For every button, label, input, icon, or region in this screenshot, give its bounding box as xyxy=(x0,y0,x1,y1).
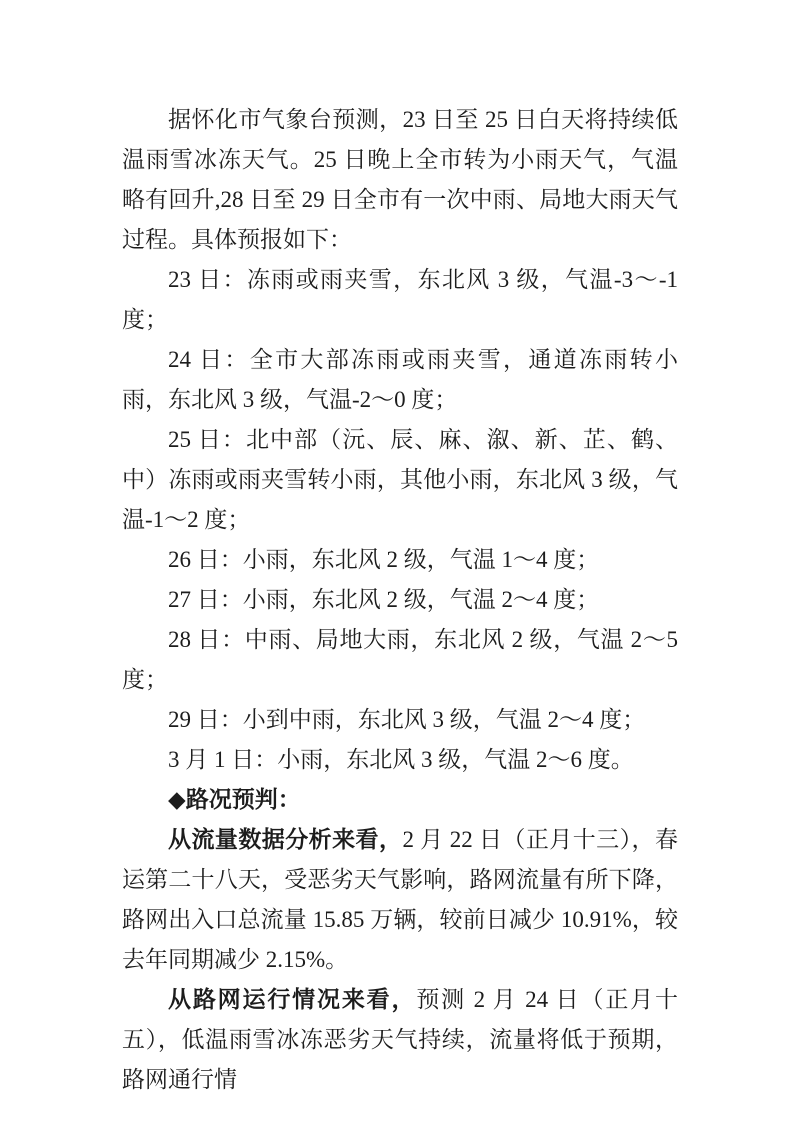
intro-paragraph: 据怀化市气象台预测，23 日至 25 日白天将持续低温雨雪冰冻天气。25 日晚上全市转为小雨天气，气温略有回升,28 日至 29 日全市有一次中雨、局地大雨天气过程。具体预报如下： xyxy=(122,107,678,252)
section-heading-label: 路况预判： xyxy=(185,787,301,812)
forecast-line-24: 24 日：全市大部冻雨或雨夹雪，通道冻雨转小雨，东北风 3 级，气温-2～0 度； xyxy=(122,347,678,412)
forecast-line-23: 23 日：冻雨或雨夹雪，东北风 3 级，气温-3～-1 度； xyxy=(122,267,678,332)
network-operation-lead: 从路网运行情况来看， xyxy=(168,987,417,1012)
traffic-flow-lead: 从流量数据分析来看， xyxy=(168,827,403,852)
section-heading-road-forecast xyxy=(122,780,678,820)
traffic-flow-text: 2 月 22 日（正月十三），春运第二十八天，受恶劣天气影响，路网流量有所下降，路网出入口总流量 15.85 万辆，较前日减少 10.91%，较去年同期减少 2.15%。 xyxy=(122,827,679,972)
forecast-line-28: 28 日：中雨、局地大雨，东北风 2 级，气温 2～5 度； xyxy=(122,627,678,692)
forecast-line-26: 26 日：小雨，东北风 2 级，气温 1～4 度； xyxy=(168,547,600,572)
forecast-line-27: 27 日：小雨，东北风 2 级，气温 2～4 度； xyxy=(168,587,600,612)
diamond-bullet-icon: ◆ xyxy=(168,787,186,812)
forecast-line-mar1: 3 月 1 日：小雨，东北风 3 级，气温 2～6 度。 xyxy=(168,747,634,772)
forecast-line-25: 25 日：北中部（沅、辰、麻、溆、新、芷、鹤、中）冻雨或雨夹雪转小雨，其他小雨，东北风 3 级，气温-1～2 度； xyxy=(122,427,678,532)
traffic-flow-paragraph xyxy=(122,820,678,980)
forecast-line-29: 29 日：小到中雨，东北风 3 级，气温 2～4 度； xyxy=(168,707,646,732)
network-operation-paragraph xyxy=(122,980,678,1100)
network-operation-text: 预测 2 月 24 日（正月十五），低温雨雪冰冻恶劣天气持续，流量将低于预期，路网通行情 xyxy=(122,987,679,1092)
